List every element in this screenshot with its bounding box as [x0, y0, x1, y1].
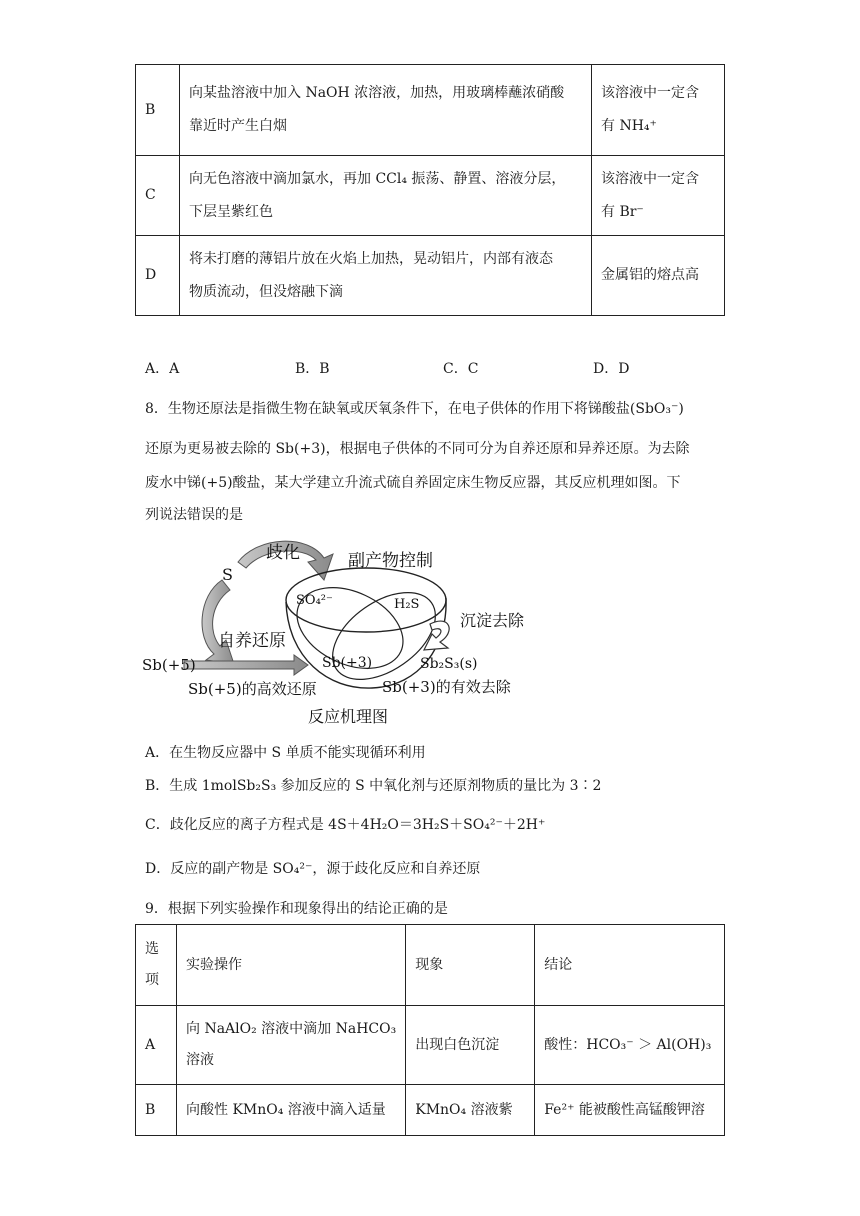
operation-cell — [180, 65, 592, 156]
header-operation: 实验操作 — [177, 925, 406, 1006]
operation-line: 下层呈紫红色 — [189, 203, 273, 220]
label-autotrophic-reduction: 自养还原 — [218, 631, 286, 651]
header-key-line: 选 — [145, 941, 159, 957]
label-sb2s3: Sb₂S₃(s) — [420, 656, 478, 672]
experiment-table-top — [135, 64, 725, 316]
conclusion-line: 有 NH₄⁺ — [601, 118, 657, 134]
operation-cell — [180, 156, 592, 236]
conclusion-cell — [592, 65, 725, 156]
q8-choice-c: C．歧化反应的离子方程式是 4S＋4H₂O＝3H₂S＋SO₄²⁻＋2H⁺ — [145, 817, 546, 833]
q8-line-2: 还原为更易被去除的 Sb(+3)，根据电子供体的不同可分为自养还原和异养还原。为去除 — [145, 441, 690, 457]
operation-line: 向无色溶液中滴加氯水，再加 CCl₄ 振荡、静置、溶液分层， — [189, 170, 566, 187]
operation-line: 将未打磨的薄铝片放在火焰上加热，晃动铝片，内部有液态 — [189, 250, 553, 267]
table-row — [136, 156, 725, 236]
table-row — [136, 1085, 725, 1136]
q8-choice-b: B．生成 1molSb₂S₃ 参加反应的 S 中氧化剂与还原剂物质的量比为 3∶2 — [145, 778, 602, 794]
label-precipitation-removal: 沉淀去除 — [460, 611, 525, 630]
conclusion-line: 该溶液中一定含 — [601, 85, 699, 101]
label-disproportionation: 歧化 — [266, 543, 300, 563]
conclusion-cell — [592, 156, 725, 236]
row-key: B — [136, 65, 180, 156]
phenomenon-cell: KMnO₄ 溶液紫 — [406, 1085, 535, 1136]
option-c: C．C — [443, 361, 479, 377]
operation-line: 溶液 — [186, 1052, 214, 1068]
label-h2s: H₂S — [394, 597, 420, 612]
operation-cell: 向酸性 KMnO₄ 溶液中滴入适量 — [177, 1085, 406, 1136]
precipitation-arrow — [424, 621, 449, 650]
operation-cell — [177, 1006, 406, 1085]
q8-line-1: 8．生物还原法是指微生物在缺氧或厌氧条件下，在电子供体的作用下将锑酸盐(SbO₃⁻) — [145, 401, 684, 417]
label-sb5: Sb(+5) — [142, 656, 196, 674]
phenomenon-cell: 出现白色沉淀 — [406, 1006, 535, 1085]
q9-title: 9．根据下列实验操作和现象得出的结论正确的是 — [145, 901, 448, 917]
label-sulfur: S — [222, 565, 233, 584]
experiment-table-q9 — [135, 924, 725, 1136]
operation-cell — [180, 236, 592, 316]
autotrophic-arrow — [202, 580, 234, 664]
header-conclusion: 结论 — [535, 925, 725, 1006]
q8-choice-a: A．在生物反应器中 S 单质不能实现循环利用 — [145, 745, 426, 761]
row-key: C — [136, 156, 180, 236]
conclusion-line: 该溶液中一定含 — [601, 170, 699, 187]
header-phenomenon: 现象 — [406, 925, 535, 1006]
operation-line: 物质流动，但没熔融下滴 — [189, 283, 343, 300]
conclusion-cell: Fe²⁺ 能被酸性高锰酸钾溶 — [535, 1085, 725, 1136]
operation-line: 向某盐溶液中加入 NaOH 浓溶液，加热，用玻璃棒蘸浓硝酸 — [189, 85, 565, 101]
option-d: D．D — [593, 361, 630, 377]
operation-line: 向 NaAlO₂ 溶液中滴加 NaHCO₃ — [186, 1021, 397, 1037]
option-b: B．B — [295, 361, 330, 377]
table-row — [136, 65, 725, 156]
label-sb5-efficient-reduction: Sb(+5)的高效还原 — [188, 680, 317, 698]
label-byproduct-control: 副产物控制 — [348, 551, 433, 571]
option-a: A．A — [145, 361, 180, 377]
row-key: D — [136, 236, 180, 316]
diagram-caption: 反应机理图 — [308, 707, 389, 726]
conclusion-line: 金属铝的熔点高 — [601, 267, 699, 283]
header-key — [136, 925, 177, 1006]
reaction-mechanism-diagram — [138, 528, 538, 728]
row-key: A — [136, 1006, 177, 1085]
reduction-arrow — [184, 655, 308, 675]
q8-line-3: 废水中锑(+5)酸盐，某大学建立升流式硫自养固定床生物反应器，其反应机理如图。下 — [145, 475, 681, 491]
label-sb3: Sb(+3) — [322, 655, 373, 671]
header-key-line: 项 — [145, 972, 159, 988]
table-row — [136, 1006, 725, 1085]
label-sulfate: SO₄²⁻ — [296, 593, 333, 608]
conclusion-cell — [592, 236, 725, 316]
q8-choice-d: D．反应的副产物是 SO₄²⁻，源于歧化反应和自养还原 — [145, 861, 481, 877]
q7-options — [145, 358, 745, 378]
q8-line-4: 列说法错误的是 — [145, 507, 243, 523]
conclusion-cell: 酸性：HCO₃⁻ ＞ Al(OH)₃ — [535, 1006, 725, 1085]
conclusion-line: 有 Br⁻ — [601, 203, 644, 220]
operation-line: 靠近时产生白烟 — [189, 118, 287, 134]
row-key: B — [136, 1085, 177, 1136]
label-sb3-effective-removal: Sb(+3)的有效去除 — [382, 678, 511, 696]
table-header-row — [136, 925, 725, 1006]
table-row — [136, 236, 725, 316]
